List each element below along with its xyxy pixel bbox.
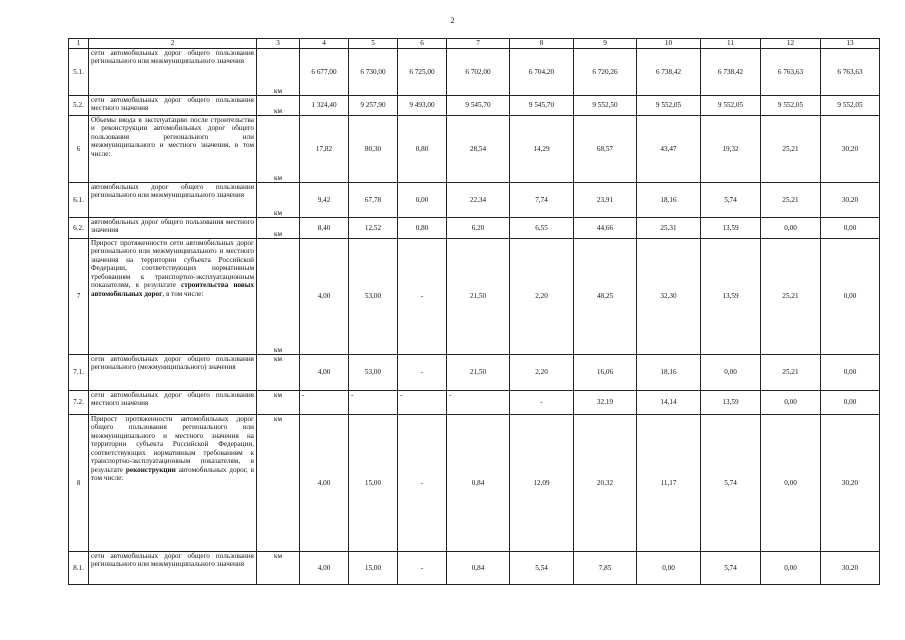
- row-number: 8.1.: [69, 552, 89, 585]
- value-cell: 30,20: [821, 552, 880, 585]
- value-cell: 12,52: [349, 218, 398, 239]
- unit-cell: км: [257, 239, 300, 355]
- value-cell: 7,85: [574, 552, 637, 585]
- value-cell: 17,82: [300, 116, 349, 183]
- row-description: сети автомобильных дорог общего пользования местного значения: [89, 391, 257, 415]
- table-row: [69, 415, 880, 552]
- row-number: 6.2.: [69, 218, 89, 239]
- value-cell: 5,54: [510, 552, 574, 585]
- value-cell: 25,21: [761, 116, 821, 183]
- page-number: 2: [450, 16, 455, 25]
- value-cell: 20,32: [574, 415, 637, 552]
- value-cell: 15,00: [349, 415, 398, 552]
- value-cell: 9 545,70: [510, 96, 574, 116]
- value-cell: -: [398, 355, 447, 391]
- row-number: 7.2.: [69, 391, 89, 415]
- value-cell: 0,00: [398, 183, 447, 218]
- row-description: сети автомобильных дорог общего пользования местного значения: [89, 96, 257, 116]
- value-cell: 6 677,00: [300, 49, 349, 96]
- value-cell: 14,14: [637, 391, 701, 415]
- description-emphasis: строительства новых автомобильных дорог: [91, 281, 254, 298]
- value-cell: -: [398, 391, 447, 415]
- value-cell: 30,20: [821, 116, 880, 183]
- value-cell: 0,00: [761, 391, 821, 415]
- value-cell: 68,57: [574, 116, 637, 183]
- description-text: автомобильных дорог, в том числе:: [91, 465, 254, 483]
- value-cell: -: [447, 391, 510, 415]
- value-cell: 9 552,05: [821, 96, 880, 116]
- column-header: 13: [821, 39, 880, 49]
- column-header: 9: [574, 39, 637, 49]
- value-cell: 15,00: [349, 552, 398, 585]
- value-cell: 4,00: [300, 415, 349, 552]
- value-cell: 67,78: [349, 183, 398, 218]
- value-cell: 6 763,63: [821, 49, 880, 96]
- value-cell: 0,00: [821, 391, 880, 415]
- value-cell: 6,20: [447, 218, 510, 239]
- value-cell: 6,55: [510, 218, 574, 239]
- value-cell: -: [349, 391, 398, 415]
- column-header: 11: [701, 39, 761, 49]
- unit-cell: км: [257, 116, 300, 183]
- value-cell: 6 738,42: [637, 49, 701, 96]
- indicators-table: [68, 38, 880, 585]
- table-row: [69, 218, 880, 239]
- row-number: 6.1.: [69, 183, 89, 218]
- value-cell: 0,00: [761, 218, 821, 239]
- row-description: [89, 415, 257, 552]
- value-cell: 12,09: [510, 415, 574, 552]
- column-header: 1: [69, 39, 89, 49]
- value-cell: 80,30: [349, 116, 398, 183]
- table-row: [69, 96, 880, 116]
- value-cell: 0,00: [761, 415, 821, 552]
- value-cell: 6 720,26: [574, 49, 637, 96]
- table-row: [69, 552, 880, 585]
- value-cell: 0,84: [447, 552, 510, 585]
- value-cell: 18,16: [637, 183, 701, 218]
- value-cell: 6 702,00: [447, 49, 510, 96]
- description-text: Прирост протяженности сети автомобильных дорог регионального или межмуниципального и местного значения на территории субъекта Российской Федерации, соответствующих нормативным требованиям к транспортно-эксплуатационным показателям, в результате: [91, 239, 254, 290]
- column-header: 8: [510, 39, 574, 49]
- value-cell: 6 704,20: [510, 49, 574, 96]
- column-header: 2: [89, 39, 257, 49]
- unit-cell: км: [257, 49, 300, 96]
- value-cell: -: [398, 239, 447, 355]
- unit-cell: км: [257, 415, 300, 552]
- column-header: 5: [349, 39, 398, 49]
- description-text: , в том числе:: [162, 289, 204, 298]
- column-header: 12: [761, 39, 821, 49]
- column-number-row: [69, 39, 880, 49]
- value-cell: 0,00: [761, 552, 821, 585]
- value-cell: 8,40: [300, 218, 349, 239]
- value-cell: 6 738,42: [701, 49, 761, 96]
- row-description: сети автомобильных дорог общего пользования регионального или межмуниципального значения: [89, 552, 257, 585]
- value-cell: 9 545,70: [447, 96, 510, 116]
- value-cell: 9 552,05: [761, 96, 821, 116]
- row-number: 5.1.: [69, 49, 89, 96]
- value-cell: 5,74: [701, 415, 761, 552]
- table-row: [69, 391, 880, 415]
- value-cell: 0,00: [701, 355, 761, 391]
- value-cell: 2,20: [510, 239, 574, 355]
- value-cell: 44,66: [574, 218, 637, 239]
- row-number: 8: [69, 415, 89, 552]
- row-number: 5.2.: [69, 96, 89, 116]
- table-row: [69, 116, 880, 183]
- value-cell: 13,59: [701, 391, 761, 415]
- value-cell: -: [398, 415, 447, 552]
- value-cell: -: [398, 552, 447, 585]
- value-cell: 30,20: [821, 415, 880, 552]
- value-cell: 9 493,00: [398, 96, 447, 116]
- column-header: 6: [398, 39, 447, 49]
- value-cell: 6 725,00: [398, 49, 447, 96]
- value-cell: 53,00: [349, 355, 398, 391]
- value-cell: 13,59: [701, 218, 761, 239]
- value-cell: 53,00: [349, 239, 398, 355]
- value-cell: 11,17: [637, 415, 701, 552]
- value-cell: 30,20: [821, 183, 880, 218]
- value-cell: 23,91: [574, 183, 637, 218]
- row-description: автомобильных дорог общего пользования местного значения: [89, 218, 257, 239]
- value-cell: 25,21: [761, 239, 821, 355]
- value-cell: 13,59: [701, 239, 761, 355]
- value-cell: 2,20: [510, 355, 574, 391]
- value-cell: 21,50: [447, 355, 510, 391]
- value-cell: 25,31: [637, 218, 701, 239]
- row-number: 6: [69, 116, 89, 183]
- value-cell: 9 257,90: [349, 96, 398, 116]
- row-description: [89, 239, 257, 355]
- value-cell: 16,06: [574, 355, 637, 391]
- unit-cell: км: [257, 183, 300, 218]
- value-cell: 32,30: [637, 239, 701, 355]
- value-cell: 28,54: [447, 116, 510, 183]
- value-cell: 7,74: [510, 183, 574, 218]
- value-cell: 6 763,63: [761, 49, 821, 96]
- value-cell: -: [300, 391, 349, 415]
- value-cell: 21,50: [447, 239, 510, 355]
- value-cell: 0,00: [821, 355, 880, 391]
- row-description: автомобильных дорог общего пользования регионального или межмуниципального значения: [89, 183, 257, 218]
- value-cell: 4,00: [300, 552, 349, 585]
- value-cell: 5,74: [701, 183, 761, 218]
- column-header: 10: [637, 39, 701, 49]
- value-cell: 22,34: [447, 183, 510, 218]
- value-cell: 4,00: [300, 355, 349, 391]
- value-cell: 32,19: [574, 391, 637, 415]
- value-cell: 0,80: [398, 218, 447, 239]
- value-cell: 9,42: [300, 183, 349, 218]
- column-header: 3: [257, 39, 300, 49]
- value-cell: 5,74: [701, 552, 761, 585]
- row-description: Объемы ввода в эксплуатацию после строительства и реконструкции автомобильных дорог общего пользования регионального или межмуниципального и местного значения, в том числе:: [89, 116, 257, 183]
- description-text: Прирост протяженности автомобильных дорог общего пользования регионального или межмуниципального и местного значения на территории субъекта Российской Федерации, соответствующих нормативным требованиям к транспортно-эксплуатационным показателям, в результате: [91, 415, 254, 474]
- value-cell: 18,16: [637, 355, 701, 391]
- table-row: [69, 183, 880, 218]
- row-number: 7: [69, 239, 89, 355]
- unit-cell: км: [257, 96, 300, 116]
- value-cell: -: [510, 391, 574, 415]
- column-header: 4: [300, 39, 349, 49]
- row-description: сети автомобильных дорог общего пользования регионального или межмуниципального значения: [89, 49, 257, 96]
- value-cell: 1 324,40: [300, 96, 349, 116]
- value-cell: 9 552,05: [637, 96, 701, 116]
- row-description: сети автомобильных дорог общего пользования регионального (межмуниципального) значения: [89, 355, 257, 391]
- value-cell: 0,00: [637, 552, 701, 585]
- value-cell: 43,47: [637, 116, 701, 183]
- value-cell: 25,21: [761, 355, 821, 391]
- unit-cell: км: [257, 552, 300, 585]
- table-row: [69, 239, 880, 355]
- value-cell: 25,21: [761, 183, 821, 218]
- value-cell: 9 552,50: [574, 96, 637, 116]
- value-cell: 48,25: [574, 239, 637, 355]
- value-cell: 14,29: [510, 116, 574, 183]
- value-cell: 19,32: [701, 116, 761, 183]
- table-row: [69, 49, 880, 96]
- unit-cell: км: [257, 391, 300, 415]
- table-row: [69, 355, 880, 391]
- value-cell: 0,84: [447, 415, 510, 552]
- row-number: 7.1.: [69, 355, 89, 391]
- unit-cell: км: [257, 218, 300, 239]
- value-cell: 0,00: [821, 218, 880, 239]
- description-emphasis: реконструкции: [125, 465, 176, 474]
- unit-cell: км: [257, 355, 300, 391]
- value-cell: 9 552,05: [701, 96, 761, 116]
- value-cell: 6 730,00: [349, 49, 398, 96]
- value-cell: 0,00: [821, 239, 880, 355]
- value-cell: 0,80: [398, 116, 447, 183]
- column-header: 7: [447, 39, 510, 49]
- value-cell: 4,00: [300, 239, 349, 355]
